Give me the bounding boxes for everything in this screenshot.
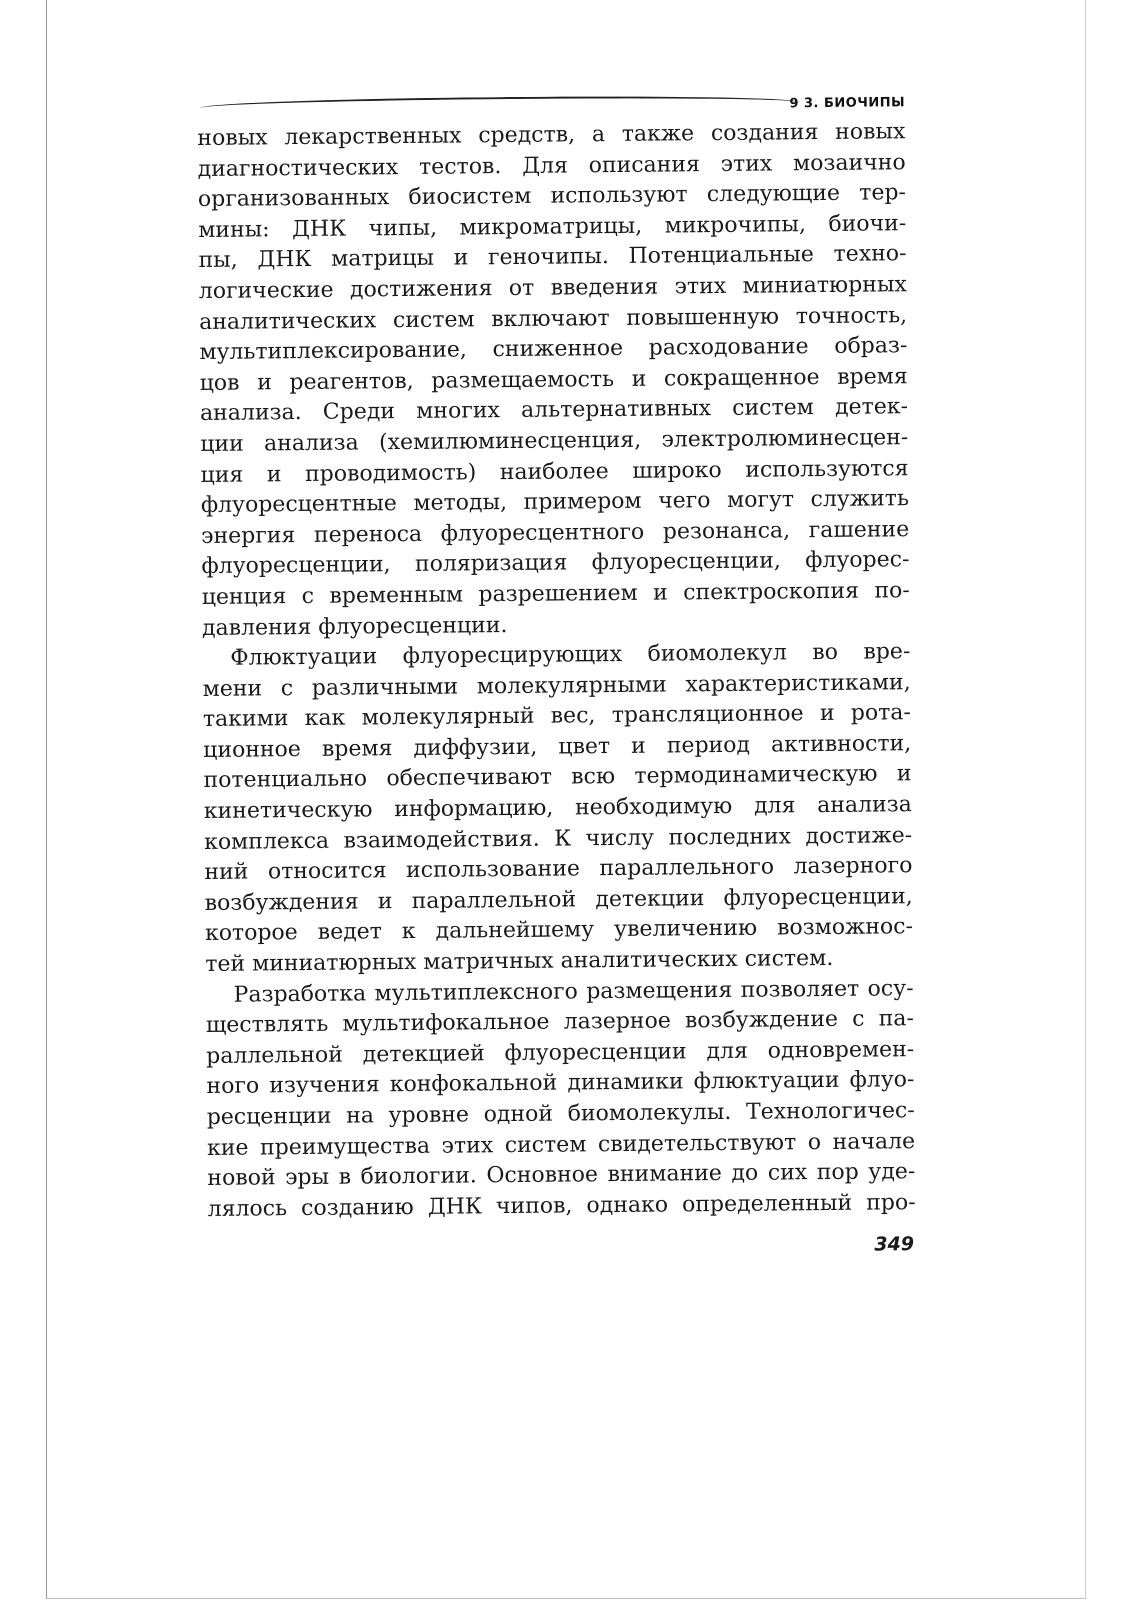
- text-line: новых лекарственных средств, а также создания новых: [197, 119, 906, 151]
- text-line: кие преимущества этих систем свидетельствуют о начале: [206, 1128, 916, 1161]
- text-line: мультиплексирование, сниженное расходование образ-: [199, 333, 908, 366]
- text-line: комплекса взаимодействия. К числу последних достиже-: [204, 822, 913, 855]
- text-line: аналитических систем включают повышенную точность,: [199, 302, 908, 335]
- header-rule: [200, 94, 800, 112]
- page-content: [197, 93, 916, 1256]
- page-number: 349: [874, 1233, 915, 1256]
- text-line: мины: ДНК чипы, микроматрицы, микрочипы, биочи-: [198, 210, 907, 243]
- text-line: тей миниатюрных матричных аналитических систем.: [205, 945, 834, 977]
- text-line: мени с различными молекулярными характеристиками,: [202, 669, 911, 702]
- text-line: ция и проводимость) наиболее широко используются: [200, 455, 909, 488]
- text-line: ционное время диффузии, цвет и период активности,: [203, 731, 912, 763]
- text-line: Разработка мультиплексного размещения позволяет осу-: [233, 975, 914, 1008]
- text-line: анализа. Среди многих альтернативных систем детек-: [199, 394, 909, 427]
- text-line: диагностических тестов. Для описания этих мозаично: [197, 149, 906, 182]
- text-line: возбуждения и параллельной детекции флуоресценции,: [204, 884, 913, 916]
- text-line: ществлять мультифокальное лазерное возбуждение с па-: [205, 1006, 914, 1039]
- book-page: [46, 0, 1086, 1599]
- text-line: энергия переноса флуоресцентного резонанса, гашение: [201, 516, 910, 549]
- text-line: ции анализа (хемилюминесценция, электролюминесцен-: [200, 425, 909, 457]
- text-line: кинетическую информацию, необходимую для анализа: [203, 792, 912, 825]
- body-text: [197, 117, 916, 1225]
- text-line: ресценции на уровне одной биомолекулы. Технологичес-: [206, 1098, 915, 1130]
- text-line: давления флуоресценции.: [201, 612, 508, 641]
- text-line: новой эры в биологии. Основное внимание до сих пор уде-: [207, 1159, 916, 1192]
- text-line: лялось созданию ДНК чипов, однако определенный про-: [207, 1189, 916, 1222]
- text-line: организованных биосистем используют следующие тер-: [197, 180, 907, 213]
- text-line: ний относится использование параллельного лазерного: [204, 853, 913, 886]
- text-line: ценция с временным разрешением и спектроскопия по-: [201, 578, 910, 610]
- text-line: которое ведет к дальнейшему увеличению возможнос-: [204, 914, 914, 947]
- running-head: 9 3. БИОЧИПЫ: [789, 95, 906, 112]
- text-line: Флюктуации флуоресцирующих биомолекул во вре-: [230, 639, 911, 671]
- text-line: цов и реагентов, размещаемость и сокращенное время: [199, 363, 908, 396]
- text-line: раллельной детекцией флуоресценции для одновремен-: [206, 1036, 915, 1069]
- text-line: ного изучения конфокальной динамики флюктуации флуо-: [206, 1067, 915, 1100]
- text-line: логические достижения от введения этих миниатюрных: [198, 272, 907, 304]
- text-line: потенциально обеспечивают всю термодинамическую и: [203, 761, 912, 794]
- text-line: пы, ДНК матрицы и геночипы. Потенциальные техно-: [198, 241, 907, 274]
- text-line: такими как молекулярный вес, трансляционное и рота-: [202, 700, 912, 733]
- text-line: флуоресценции, поляризация флуоресценции, флуорес-: [201, 547, 910, 580]
- text-line: флуоресцентные методы, примером чего могут служить: [200, 486, 909, 519]
